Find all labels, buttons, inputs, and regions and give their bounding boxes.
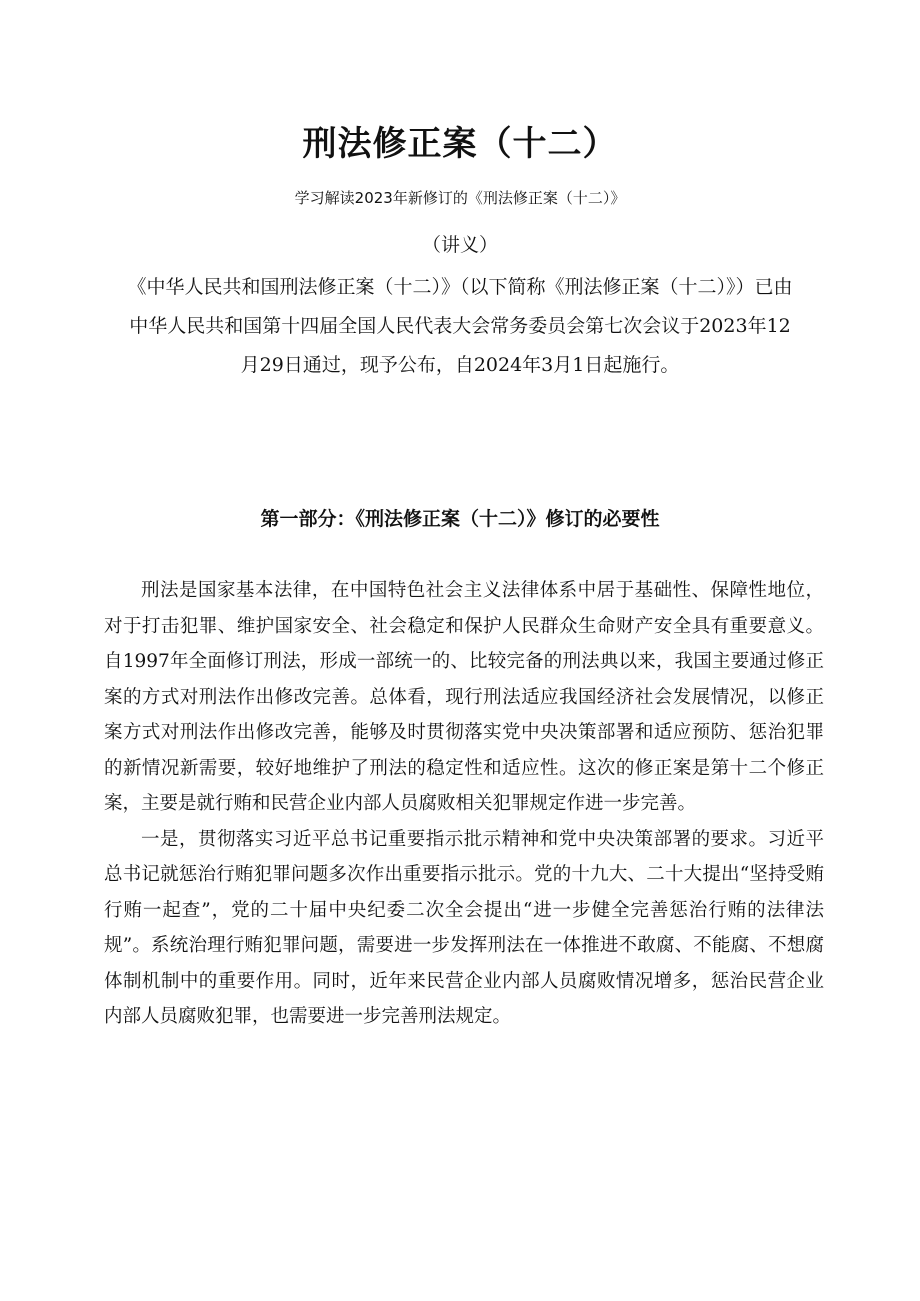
lecture-label: （讲义） [421, 234, 498, 256]
body-paragraph-2: 一是，贯彻落实习近平总书记重要指示批示精神和党中央决策部署的要求。习近平总书记就惩治行贿犯罪问题多次作出重要指示批示。党的十九大、二十大提出“坚持受贿行贿一起查”，党的二十届中央纪委二次全会提出“进一步健全完善惩治行贿的法律法规”。系统治理行贿犯罪问题，需要进一步发挥刑法在一体推进不敢腐、不能腐、不想腐体制机制中的重要作用。同时，近年来民营企业内部人员腐败情况增多，惩治民营企业内部人员腐败犯罪，也需要进一步完善刑法规定。 [104, 828, 824, 1027]
section-heading: 第一部分：《刑法修正案（十二）》修订的必要性 [260, 508, 660, 530]
document-subtitle: 学习解读2023年新修订的《刑法修正案（十二）》 [294, 189, 626, 207]
intro-paragraph: 《中华人民共和国刑法修正案（十二）》（以下简称《刑法修正案（十二）》）已由中华人民共和国第十四届全国人民代表大会常务委员会第七次会议于2023年12月29日通过，现予公布，自2024年3月1日起施行。 [127, 276, 793, 376]
document-title: 刑法修正案（十二） [302, 124, 618, 164]
body-text [104, 573, 824, 1035]
body-paragraph-1: 刑法是国家基本法律，在中国特色社会主义法律体系中居于基础性、保障性地位，对于打击犯罪、维护国家安全、社会稳定和保护人民群众生命财产安全具有重要意义。自1997年全面修订刑法，形成一部统一的、比较完备的刑法典以来，我国主要通过修正案的方式对刑法作出修改完善。总体看，现行刑法适应我国经济社会发展情况，以修正案方式对刑法作出修改完善，能够及时贯彻落实党中央决策部署和适应预防、惩治犯罪的新情况新需要，较好地维护了刑法的稳定性和适应性。这次的修正案是第十二个修正案，主要是就行贿和民营企业内部人员腐败相关犯罪规定作进一步完善。 [104, 580, 824, 814]
